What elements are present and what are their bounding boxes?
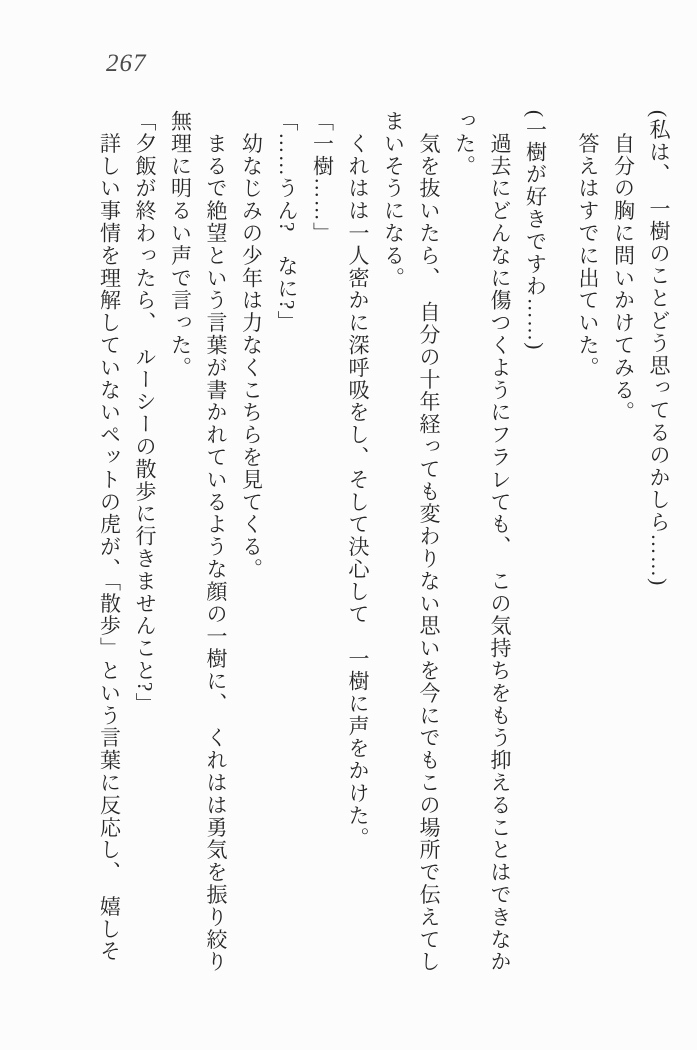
text-column: 幼なじみの少年は力なくこちらを見てくる。 (239, 110, 264, 581)
text-column: くれはは一人密かに深呼吸をし、そして決心して 一樹に声をかけた。 (346, 110, 370, 850)
text-column: (一樹が好きですわ……) (523, 110, 548, 351)
text-column: まいそうになる。 (381, 110, 406, 290)
page-number: 267 (106, 50, 147, 77)
text-column: 自分の胸に問いかけてみる。 (611, 110, 636, 424)
text-column: (私は、 一樹のことどう思ってるのかしら……) (647, 110, 671, 587)
text-column: 「夕飯が終わったら、 ルーシーの散歩に行きませんこと?」 (133, 110, 157, 716)
text-column: 「一樹……」 (310, 110, 335, 245)
text-column: 過去にどんなに傷つくようにフラレても、 この気持ちをもう抑えることはできなか (488, 110, 512, 974)
text-column: 無理に明るい声で言った。 (168, 110, 193, 379)
text-column: 「……うん? なに?」 (275, 110, 299, 334)
text-column: 詳しい事情を理解していないペットの虎が、「散歩」という言葉に反応し、 嬉しそ (97, 110, 122, 963)
text-column: った。 (452, 110, 477, 178)
text-column: まるで絶望という言葉が書かれているような顔の一樹に、 くれはは勇気を振り絞り (204, 110, 228, 974)
vertical-text-block (91, 110, 676, 1002)
text-column: 答えはすでに出ていた。 (576, 110, 600, 379)
text-column: 気を抜いたら、 自分の十年経っても変わりない思いを今にでもこの場所で伝えてし (417, 110, 441, 974)
